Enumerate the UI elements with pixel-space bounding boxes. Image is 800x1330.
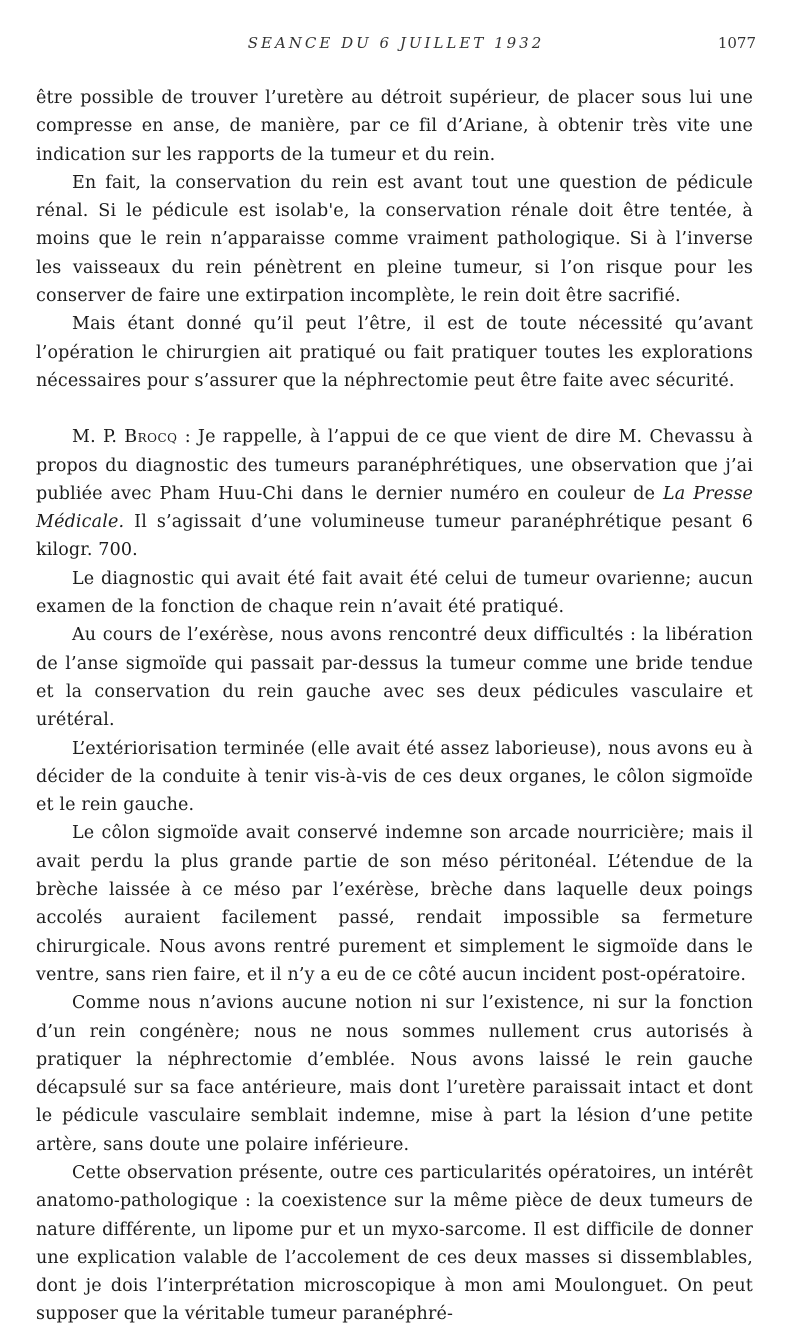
page-header bbox=[36, 34, 756, 60]
paragraph: Au cours de l’exérèse, nous avons rencontré deux difficultés : la libération de l’anse sigmoïde qui passait par-dessus la tumeur comme une bride tendue et la conservation du rein gauche avec ses deux pédicules vasculaire et urétéral. bbox=[36, 625, 753, 731]
speaker-initials: M. P. bbox=[72, 427, 118, 448]
paragraph-text: Il s’agissait d’une volumineuse tumeur paranéphrétique pesant 6 kilogr. 700. bbox=[36, 512, 753, 561]
paragraph-text: : Je rappelle, à l’appui de ce que vient de dire M. Chevassu à propos du diagnostic des tumeurs paranéphrétiques, une observation que j’ai publiée avec Pham Huu-Chi dans le dernier numéro en couleur de bbox=[36, 427, 753, 504]
paragraph: Mais étant donné qu’il peut l’être, il est de toute nécessité qu’avant l’opération le chirurgien ait pratiqué ou fait pratiquer toutes les explorations nécessaires pour s’assurer que la néphrectomie peut être faite avec sécurité. bbox=[36, 314, 753, 391]
running-head: SEANCE DU 6 JUILLET 1932 bbox=[247, 34, 545, 52]
page-number: 1077 bbox=[717, 34, 756, 52]
paragraph: Le côlon sigmoïde avait conservé indemne son arcade nourricière; mais il avait perdu la plus grande partie de son méso péritonéal. L’étendue de la brèche laissée à ce méso par l’exérèse, brèche dans laquelle deux poings accolés auraient facilement passé, rendait impossible sa fermeture chirurgicale. Nous avons rentré purement et simplement le sigmoïde dans le ventre, sans rien faire, et il n’y a eu de ce côté aucun incident post-opératoire. bbox=[36, 823, 753, 985]
speaker-paragraph bbox=[36, 423, 753, 564]
paragraph: Cette observation présente, outre ces particularités opératoires, un intérêt anatomo-pathologique : la coexistence sur la même pièce de deux tumeurs de nature différente, un lipome pur et un myxo-sarcome. Il est difficile de donner une explication valable de l’accolement de ces deux masses si dissemblables, dont je dois l’interprétation microscopique à mon ami Moulonguet. On peut supposer que la véritable tumeur paranéphré- bbox=[36, 1162, 753, 1325]
speaker-name: Brocq bbox=[124, 427, 178, 448]
journal-title: La Presse Médicale. bbox=[36, 483, 753, 533]
paragraph: Comme nous n’avions aucune notion ni sur l’existence, ni sur la fonction d’un rein congénère; nous ne nous sommes nullement crus autorisés à pratiquer la néphrectomie d’emblée. Nous avons laissé le rein gauche décapsulé sur sa face antérieure, mais dont l’uretère paraissait intact et dont le pédicule vasculaire semblait indemne, mise à part la lésion d’une petite artère, sans doute une polaire inférieure. bbox=[36, 993, 753, 1155]
paragraph: Le diagnostic qui avait été fait avait été celui de tumeur ovarienne; aucun examen de la fonction de chaque rein n’avait été pratiqué. bbox=[36, 568, 753, 618]
body-text bbox=[36, 84, 753, 1329]
paragraph-continuation: être possible de trouver l’uretère au détroit supérieur, de placer sous lui une compresse en anse, de manière, par ce fil d’Ariane, à obtenir très vite une indication sur les rapports de la tumeur et du rein. bbox=[36, 88, 753, 165]
paragraph: En fait, la conservation du rein est avant tout une question de pédicule rénal. Si le pédicule est isolab'e, la conservation rénale doit être tentée, à moins que le rein n’apparaisse comme vraiment pathologique. Si à l’inverse les vaisseaux du rein pénètrent en pleine tumeur, si l’on risque pour les conserver de faire une extirpation incomplète, le rein doit être sacrifié. bbox=[36, 172, 753, 307]
paragraph: L’extériorisation terminée (elle avait été assez laborieuse), nous avons eu à décider de la conduite à tenir vis-à-vis de ces deux organes, le côlon sigmoïde et le rein gauche. bbox=[36, 738, 753, 816]
